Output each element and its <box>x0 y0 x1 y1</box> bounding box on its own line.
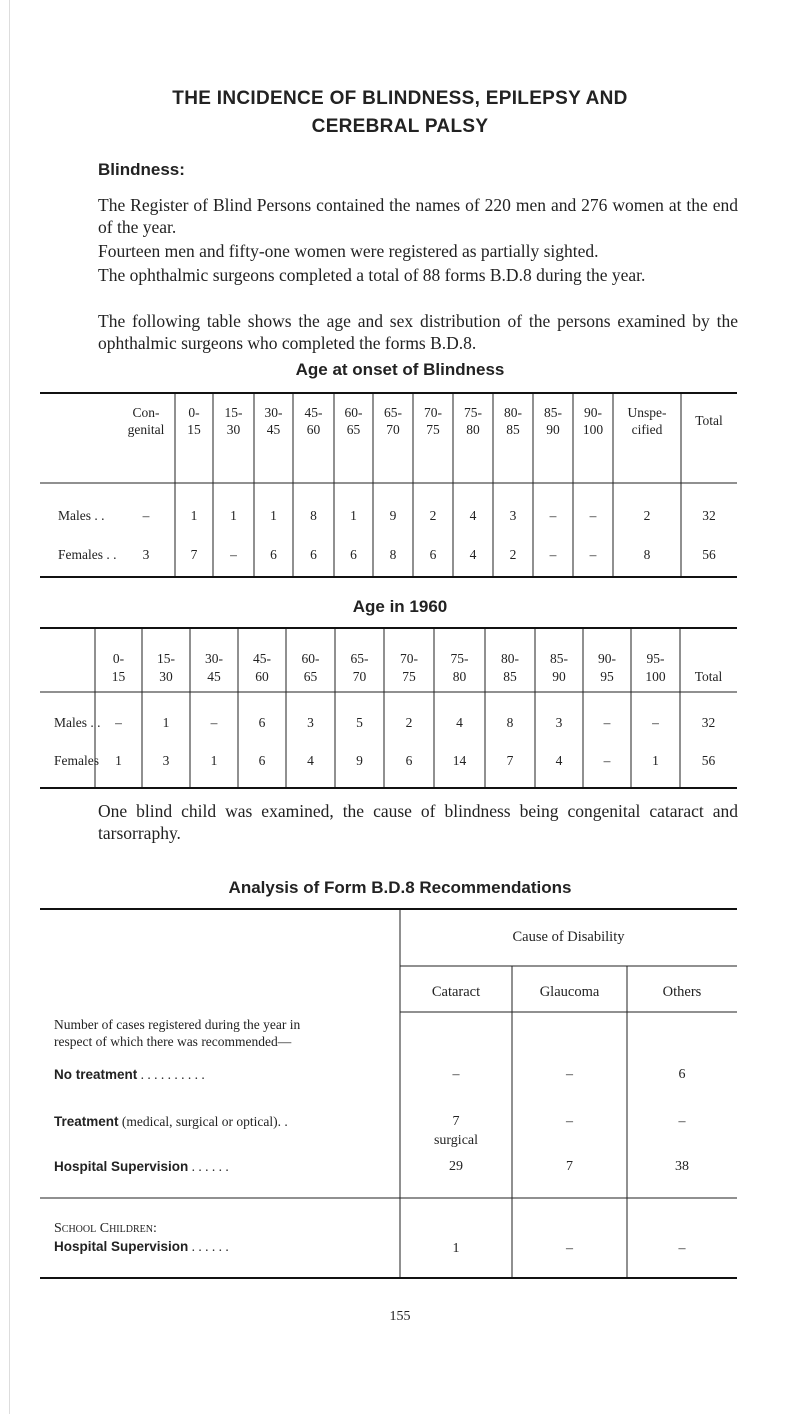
table2-cell: 8 <box>506 715 514 730</box>
table3-row-label-text: Hospital Supervision <box>54 1239 189 1254</box>
table2-row-label: Males . . <box>54 715 101 730</box>
table1-header-2-cont: 30 <box>226 422 241 437</box>
table1-header-12-cont: cified <box>631 422 663 437</box>
table1-header-5: 60- <box>344 405 363 420</box>
table2-cell: 6 <box>405 753 413 768</box>
table3-row-label-suffix: . . . . . . <box>188 1159 229 1174</box>
table1-cell: – <box>589 547 597 562</box>
table2-header-2: 30- <box>205 651 223 666</box>
table2-header-3: 45- <box>253 651 271 666</box>
table3-row-label <box>54 1113 288 1131</box>
table3-group-header: Cause of Disability <box>512 929 625 945</box>
table1-cell: 32 <box>702 508 716 523</box>
table1-bottom-rule <box>40 576 737 578</box>
table1-header-2: 15- <box>224 405 243 420</box>
table2-cell: 1 <box>210 753 218 768</box>
table1-cell: 8 <box>389 547 397 562</box>
table2-header-3-cont: 60 <box>255 669 269 684</box>
table2-cell: 9 <box>356 753 363 768</box>
table3-row-label-suffix: . . . . . . . . . . <box>137 1067 205 1082</box>
table1-row-label: Males . . <box>58 508 105 523</box>
table2-header-8-cont: 85 <box>503 669 517 684</box>
table2-header-2-cont: 45 <box>207 669 221 684</box>
table1-header-8-cont: 80 <box>466 422 480 437</box>
table3-cell: – <box>566 1241 573 1256</box>
table1-header-6: 65- <box>384 405 402 420</box>
table1-cell: 2 <box>429 508 437 523</box>
table1-cell: 6 <box>350 547 357 562</box>
table1-header-7: 70- <box>424 405 442 420</box>
table3-cell: 7 <box>452 1114 460 1129</box>
table2-header-6-cont: 75 <box>402 669 416 684</box>
paragraph-blind-child <box>98 800 738 844</box>
table2-header-9: 85- <box>550 651 568 666</box>
table1-cell: 3 <box>142 547 150 562</box>
table3-cell: – <box>678 1241 686 1256</box>
table3-intro-line: respect of which there was recommended— <box>54 1034 292 1049</box>
table2-cell: – <box>115 715 122 730</box>
table1-header-0: Con- <box>132 405 160 420</box>
paragraph-text: Fourteen men and fifty-one women were registered as partially sighted. <box>98 241 599 261</box>
table1-header-1: 0- <box>188 405 200 420</box>
table2-cell: 5 <box>356 715 363 730</box>
table2-header-8: 80- <box>501 651 519 666</box>
table1-row-label: Females . . <box>58 547 117 562</box>
table1-header-3-cont: 45 <box>266 422 281 437</box>
table2-bottom-rule <box>40 787 737 789</box>
table3-cell: – <box>678 1114 686 1129</box>
table1-header-9: 80- <box>504 405 522 420</box>
table1-header-4: 45- <box>304 405 323 420</box>
table2-cell: 3 <box>162 753 170 768</box>
table3-row-label-text: Hospital Supervision <box>54 1159 189 1174</box>
page-title-line-1: THE INCIDENCE OF BLINDNESS, EPILEPSY AND <box>172 88 628 109</box>
table2-header-7-cont: 80 <box>452 669 467 684</box>
table3-row-label-suffix: . . . . . . <box>188 1239 229 1254</box>
table2-header-11-cont: 100 <box>645 669 666 684</box>
table2-cell: 7 <box>506 753 514 768</box>
table2-cell: 1 <box>652 753 659 768</box>
table2-cell: – <box>210 715 218 730</box>
table2-cell: 6 <box>258 715 266 730</box>
table2-header-4: 60- <box>301 651 320 666</box>
table1-header-5-cont: 65 <box>346 422 361 437</box>
table1-cell: 6 <box>270 547 277 562</box>
table2-header-1-cont: 30 <box>159 669 173 684</box>
table2-header-0-cont: 15 <box>111 669 126 684</box>
paragraph-text: The ophthalmic surgeons completed a total of 88 forms B.D.8 during the year. <box>98 265 646 285</box>
table3-cell: 6 <box>678 1067 686 1082</box>
table1-cell: 1 <box>230 508 237 523</box>
table2-cell: 4 <box>555 753 563 768</box>
table2-header-0: 0- <box>112 651 125 666</box>
table1-header-3: 30- <box>264 405 283 420</box>
table3-column-header: Glaucoma <box>539 984 600 1000</box>
table1-header-9-cont: 85 <box>506 422 520 437</box>
table2-header-12: Total <box>694 669 723 684</box>
table3-bottom-rule <box>40 1277 737 1279</box>
table1-header-7-cont: 75 <box>426 422 440 437</box>
table2-header-5-cont: 70 <box>352 669 367 684</box>
table1-cell: – <box>589 508 597 523</box>
table1-caption: Age at onset of Blindness <box>295 360 505 379</box>
page-title-line-2: CEREBRAL PALSY <box>311 116 489 137</box>
table2-top-rule <box>40 627 737 629</box>
table1-cell: 4 <box>469 508 477 523</box>
table2-cell: 3 <box>555 715 563 730</box>
table1-header-4-cont: 60 <box>306 422 321 437</box>
table1-header-8: 75- <box>464 405 482 420</box>
table1-cell: 2 <box>643 508 651 523</box>
table1-cell: – <box>230 547 237 562</box>
table2-cell: 1 <box>115 753 122 768</box>
table2-header-4-cont: 65 <box>303 669 318 684</box>
table1-cell: – <box>549 547 557 562</box>
table2-header-6: 70- <box>400 651 418 666</box>
table3-cell-note: surgical <box>433 1133 479 1148</box>
table1-header-6-cont: 70 <box>386 422 400 437</box>
table2-header-10: 90- <box>598 651 616 666</box>
table3-cell: 7 <box>566 1159 573 1174</box>
table1-header-1-cont: 15 <box>187 422 201 437</box>
table3-column-header: Cataract <box>431 984 481 1000</box>
table2-cell: 32 <box>701 715 716 730</box>
table1-cell: 1 <box>350 508 357 523</box>
table1-header-0-cont: genital <box>127 422 165 437</box>
table3-school-row-label <box>54 1238 229 1256</box>
table1-header-13: Total <box>695 413 723 428</box>
table3-cell: 38 <box>675 1159 689 1174</box>
table2-cell: 2 <box>405 715 413 730</box>
table3-row-label-text: Treatment <box>54 1114 119 1129</box>
table1-cell: 6 <box>310 547 317 562</box>
table2-cell: 6 <box>258 753 266 768</box>
table2-header-10-cont: 95 <box>600 669 614 684</box>
table3-top-rule <box>40 908 737 910</box>
table1-cell: 1 <box>270 508 277 523</box>
table2-header-5: 65- <box>350 651 369 666</box>
table2-header-9-cont: 90 <box>552 669 566 684</box>
table1-cell: 6 <box>429 547 437 562</box>
table3-row-label <box>54 1066 205 1084</box>
table1-cell: 4 <box>469 547 477 562</box>
table1-cell: 7 <box>190 547 198 562</box>
table2-cell: 1 <box>162 715 170 730</box>
table2-header-11: 95- <box>646 651 665 666</box>
section-heading: Blindness: <box>98 160 185 179</box>
table1-cell: 56 <box>702 547 716 562</box>
table3-row-label-suffix: (medical, surgical or optical). . <box>118 1114 288 1129</box>
paragraph-text: The following table shows the age and sex distribution of the persons examined by the ophthalmic surgeons who completed the forms B.D.8. <box>98 311 738 353</box>
paragraph-text: One blind child was examined, the cause of blindness being congenital cataract and tarsorraphy. <box>98 801 738 843</box>
table3-caption: Analysis of Form B.D.8 Recommendations <box>228 878 572 897</box>
table2-cell: 4 <box>307 753 314 768</box>
table2-cell: – <box>652 715 659 730</box>
table1-cell: 3 <box>509 508 517 523</box>
table2-cell: 56 <box>701 753 716 768</box>
table1-header-12: Unspe- <box>627 405 667 420</box>
table2-cell: 4 <box>456 715 463 730</box>
table2-cell: 3 <box>307 715 314 730</box>
table3-cell: – <box>452 1067 460 1082</box>
table2-cell: 14 <box>452 753 467 768</box>
table3-row-label <box>54 1158 229 1176</box>
table1-cell: 2 <box>509 547 517 562</box>
table3-intro-line: Number of cases registered during the year in <box>54 1017 301 1032</box>
table3-row-label-text: No treatment <box>54 1067 138 1082</box>
table1-cell: 8 <box>643 547 651 562</box>
table1-cell: – <box>549 508 557 523</box>
table2-cell: – <box>603 715 611 730</box>
table3-cell: – <box>566 1114 573 1129</box>
table3-school-heading: School Children: <box>54 1221 157 1236</box>
table1-header-10-cont: 90 <box>546 422 560 437</box>
table2-caption: Age in 1960 <box>352 597 448 616</box>
table1-header-10: 85- <box>544 405 562 420</box>
table1-header-11-cont: 100 <box>582 422 604 437</box>
table1-cell: 8 <box>310 508 317 523</box>
table3-column-header: Others <box>662 984 702 1000</box>
page-number: 155 <box>389 1309 411 1324</box>
table1-cell: – <box>142 508 150 523</box>
table3-cell: 1 <box>452 1241 460 1256</box>
table2-cell: – <box>603 753 611 768</box>
table3-cell: 29 <box>449 1159 463 1174</box>
table2-row-label: Females <box>54 753 99 768</box>
table2-header-7: 75- <box>450 651 469 666</box>
paragraph-text: The Register of Blind Persons contained the names of 220 men and 276 women at the end of the year. <box>98 195 738 237</box>
table1-cell: 9 <box>389 508 397 523</box>
table1-header-11: 90- <box>584 405 602 420</box>
table2-header-1: 15- <box>157 651 175 666</box>
table1-cell: 1 <box>190 508 198 523</box>
table3-cell: – <box>566 1067 573 1082</box>
